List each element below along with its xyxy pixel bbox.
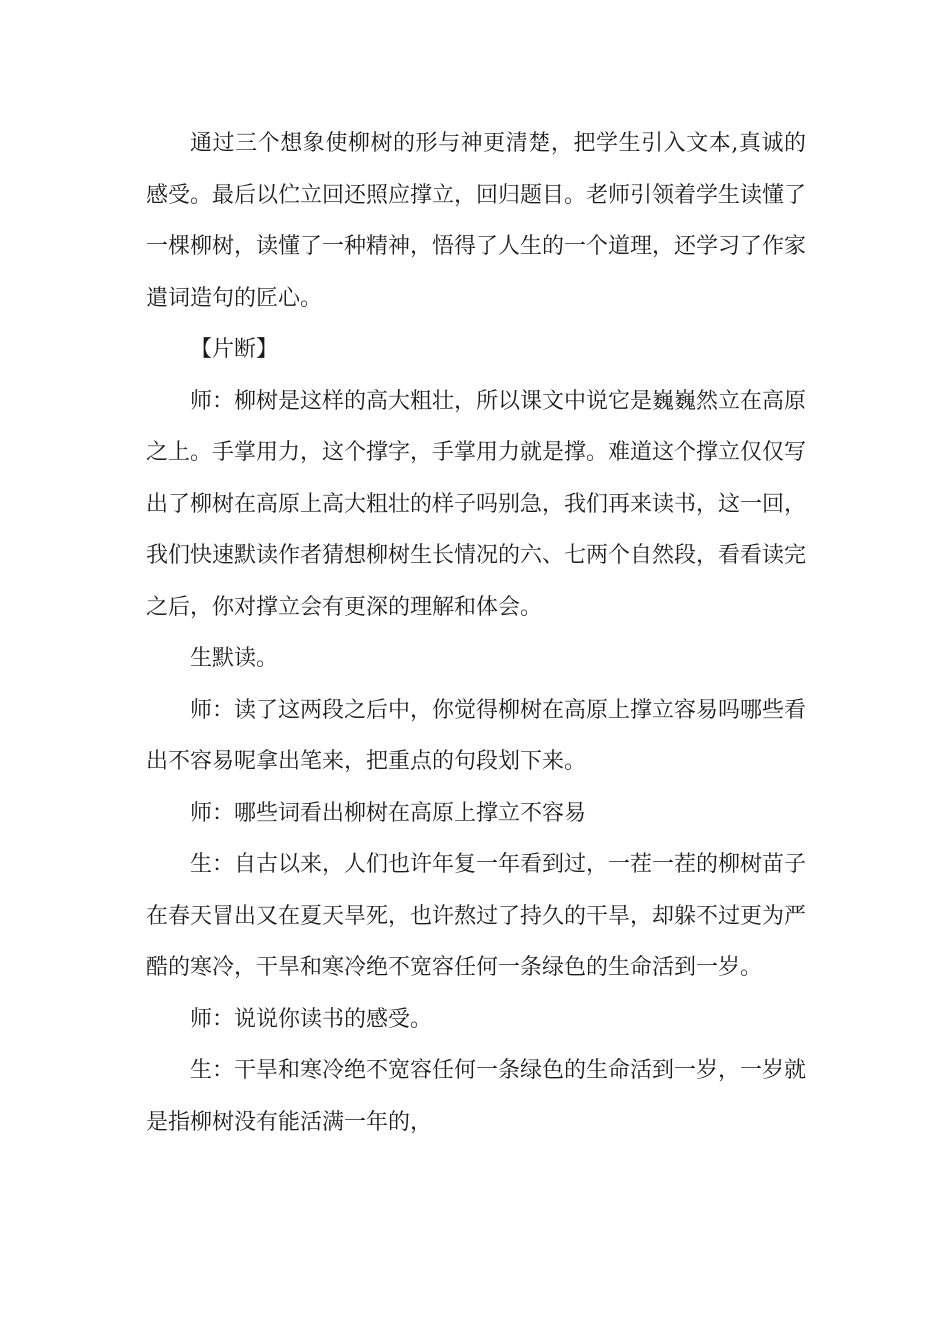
- paragraph-summary: 通过三个想象使柳树的形与神更清楚，把学生引入文本,真诚的感受。最后以伫立回还照应撑立，回归题目。老师引领着学生读懂了一棵柳树，读懂了一种精神，悟得了人生的一个道理，还学习了作家遣词造句的匠心。: [146, 131, 807, 311]
- paragraph-section-heading: 【片断】: [190, 337, 279, 362]
- paragraph-teacher-1: 师：柳树是这样的高大粗壮，所以课文中说它是巍巍然立在高原之上。手掌用力，这个撑字，手掌用力就是撑。难道这个撑立仅仅写出了柳树在高原上高大粗壮的样子吗别急，我们再来读书，这一回，我们快速默读作者猜想柳树生长情况的六、七两个自然段，看看读完之后，你对撑立会有更深的理解和体会。: [146, 388, 807, 620]
- paragraph-student-3: 生：干旱和寒冷绝不宽容任何一条绿色的生命活到一岁，一岁就是指柳树没有能活满一年的，: [146, 1058, 807, 1135]
- paragraph-student-1: 生默读。: [190, 646, 279, 671]
- paragraph-teacher-3: 师：哪些词看出柳树在高原上撑立不容易: [190, 800, 587, 826]
- document-body: [146, 118, 806, 1148]
- paragraph-student-2: 生：自古以来，人们也许年复一年看到过，一茬一茬的柳树苗子在春天冒出又在夏天旱死，也许熬过了持久的干旱，却躲不过更为严酷的寒冷，干旱和寒冷绝不宽容任何一条绿色的生命活到一岁。: [146, 852, 807, 980]
- paragraph-teacher-2: 师：读了这两段之后中，你觉得柳树在高原上撑立容易吗哪些看出不容易呢拿出笔来，把重点的句段划下来。: [146, 697, 807, 774]
- paragraph-teacher-4: 师：说说你读书的感受。: [190, 1006, 433, 1032]
